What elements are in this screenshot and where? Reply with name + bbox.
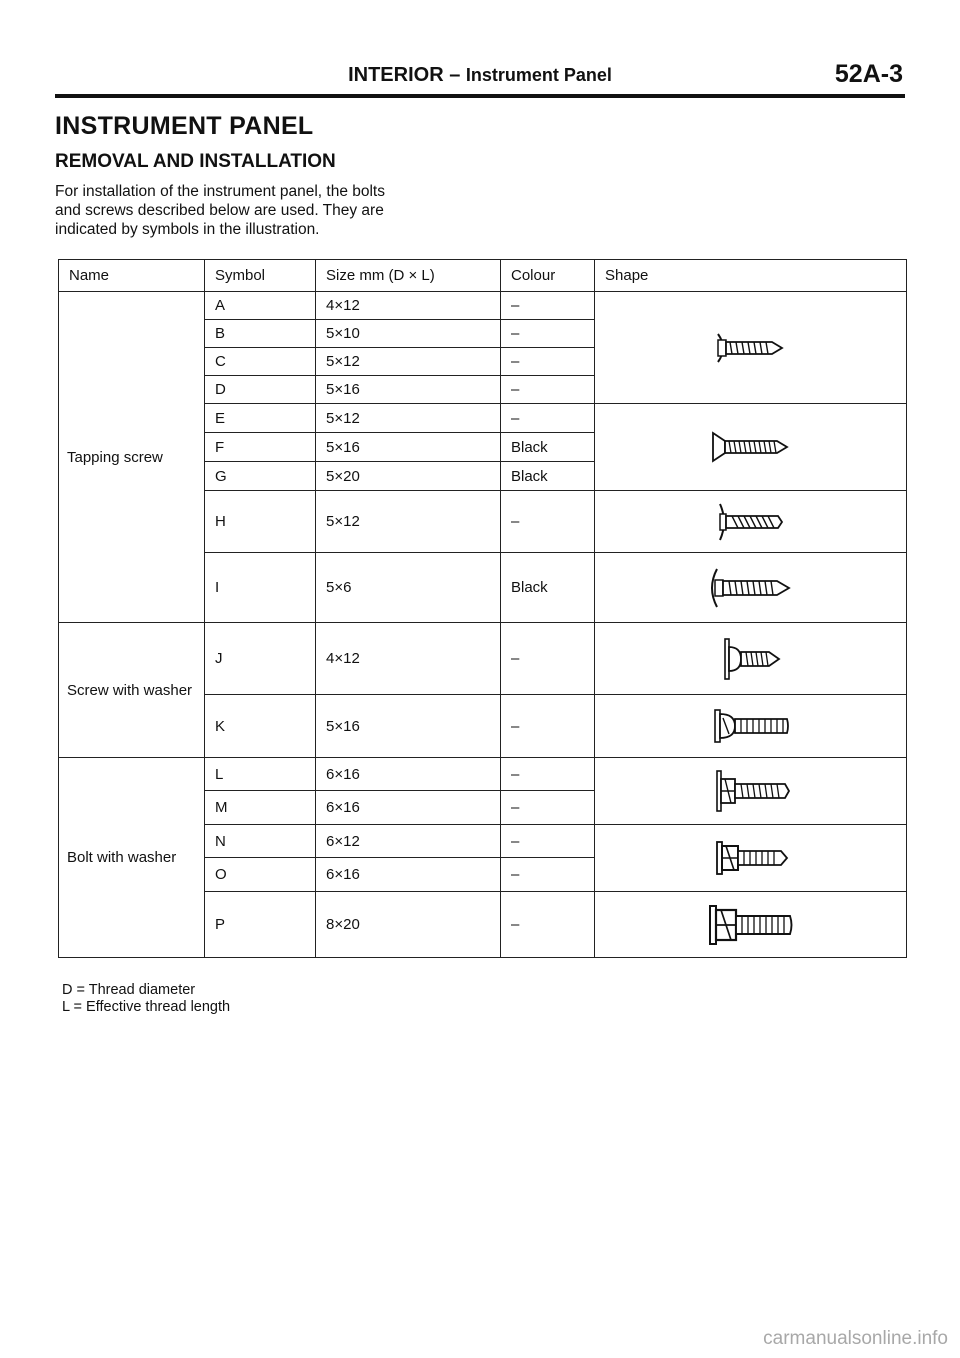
shape-cell [595,695,907,758]
symbol-cell: D [205,376,316,404]
size-cell: 8×20 [316,892,501,958]
size-cell: 5×12 [316,404,501,433]
shape-cell [595,404,907,491]
colour-cell: – [501,758,595,791]
table-row [59,623,907,695]
table-header-row [59,260,907,292]
hex-bolt-with-washer-icon [711,838,791,878]
colour-cell: – [501,695,595,758]
size-cell: 5×12 [316,348,501,376]
round-head-tapping-screw-icon [709,567,793,609]
symbol-cell: F [205,433,316,462]
column-header-symbol: Symbol [205,260,316,292]
washer-head-screw-icon [711,706,791,746]
symbol-cell: M [205,791,316,825]
colour-cell: – [501,791,595,825]
size-cell: 6×12 [316,825,501,858]
colour-cell: – [501,623,595,695]
size-cell: 5×16 [316,433,501,462]
note-thread-diameter: D = Thread diameter [62,982,196,998]
symbol-cell: P [205,892,316,958]
symbol-cell: K [205,695,316,758]
column-header-colour: Colour [501,260,595,292]
header-section: INTERIOR [348,64,444,86]
page-title: INSTRUMENT PANEL [55,112,314,140]
table-notes [62,982,230,1016]
shape-cell [595,292,907,404]
size-cell: 4×12 [316,292,501,320]
intro-line: and screws described below are used. They are [55,202,384,219]
group-name-screw-with-washer: Screw with washer [59,623,205,758]
flange-bolt-icon [711,769,791,813]
colour-cell: – [501,825,595,858]
table-row [59,758,907,791]
colour-cell: Black [501,553,595,623]
symbol-cell: J [205,623,316,695]
symbol-cell: I [205,553,316,623]
group-name-tapping-screw: Tapping screw [59,292,205,623]
colour-cell: Black [501,433,595,462]
column-header-name: Name [59,260,205,292]
table-row [59,292,907,320]
pan-head-tapping-screw-icon [716,330,786,366]
size-cell: 6×16 [316,791,501,825]
shape-cell [595,491,907,553]
fastener-table [58,259,907,958]
shape-cell [595,892,907,958]
truss-head-tapping-screw-icon [716,502,786,542]
colour-cell: – [501,858,595,892]
screw-with-washer-icon [719,637,783,681]
header-subsection: Instrument Panel [465,65,612,85]
size-cell: 6×16 [316,858,501,892]
size-cell: 6×16 [316,758,501,791]
colour-cell: – [501,292,595,320]
shape-cell [595,825,907,892]
intro-paragraph [55,182,475,239]
colour-cell: – [501,348,595,376]
colour-cell: – [501,491,595,553]
page-number: 52A-3 [834,60,903,88]
page-header [55,60,905,98]
symbol-cell: E [205,404,316,433]
colour-cell: – [501,376,595,404]
column-header-size: Size mm (D × L) [316,260,501,292]
shape-cell [595,553,907,623]
symbol-cell: N [205,825,316,858]
header-dash: – [449,64,461,86]
symbol-cell: C [205,348,316,376]
header-title [55,64,905,87]
size-cell: 5×12 [316,491,501,553]
large-hex-bolt-with-washer-icon [706,903,796,947]
size-cell: 5×20 [316,462,501,491]
size-cell: 4×12 [316,623,501,695]
shape-cell [595,623,907,695]
symbol-cell: G [205,462,316,491]
size-cell: 5×16 [316,695,501,758]
colour-cell: Black [501,462,595,491]
size-cell: 5×10 [316,320,501,348]
symbol-cell: A [205,292,316,320]
intro-line: For installation of the instrument panel, the bolts [55,183,385,200]
colour-cell: – [501,404,595,433]
note-thread-length: L = Effective thread length [62,999,231,1015]
size-cell: 5×16 [316,376,501,404]
intro-line: indicated by symbols in the illustration. [55,221,320,238]
symbol-cell: O [205,858,316,892]
column-header-shape: Shape [595,260,907,292]
watermark-footer: carmanualsonline.info [763,1328,948,1349]
symbol-cell: H [205,491,316,553]
shape-cell [595,758,907,825]
group-name-bolt-with-washer: Bolt with washer [59,758,205,958]
symbol-cell: B [205,320,316,348]
colour-cell: – [501,320,595,348]
section-subtitle: REMOVAL AND INSTALLATION [55,151,336,172]
colour-cell: – [501,892,595,958]
symbol-cell: L [205,758,316,791]
size-cell: 5×6 [316,553,501,623]
countersunk-tapping-screw-icon [711,430,791,464]
